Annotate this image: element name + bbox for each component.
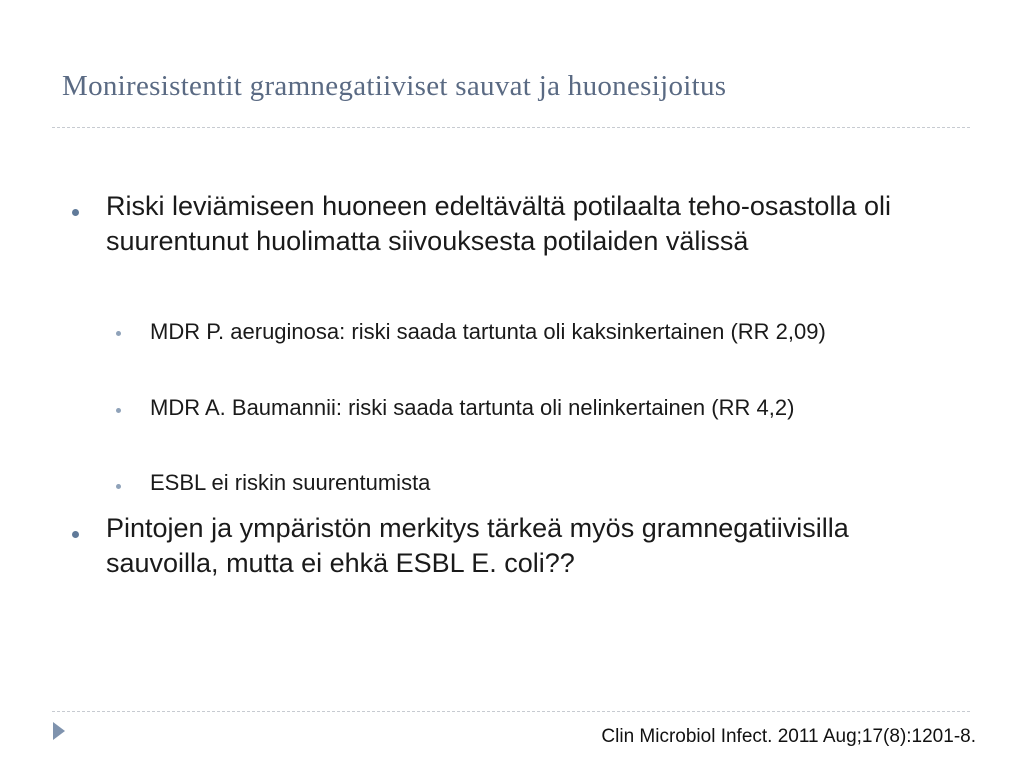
citation: Clin Microbiol Infect. 2011 Aug;17(8):1201-8. [601,726,976,747]
bullet-text: Pintojen ja ympäristön merkitys tärkeä myös gramnegatiivisilla sauvoilla, mutta ei ehkä ESBL E. coli?? [106,513,849,578]
subbullet-marker [116,484,121,489]
slide-title: Moniresistentit gramnegatiiviset sauvat ja huonesijoitus [62,70,727,102]
footer-divider [52,711,970,712]
subbullet-marker [116,331,121,336]
subbullet-marker [116,408,121,413]
title-divider [52,127,970,128]
subbullet-text: ESBL ei riskin suurentumista [150,470,431,495]
bullet-marker [72,531,79,538]
triangle-arrow-icon [52,721,66,741]
bullet-marker [72,209,79,216]
subbullet-text: MDR P. aeruginosa: riski saada tartunta oli kaksinkertainen (RR 2,09) [150,319,826,344]
bullet-text: Riski leviämiseen huoneen edeltävältä potilaalta teho-osastolla oli suurentunut huolimatta siivouksesta potilaiden välissä [106,191,891,256]
subbullet-text: MDR A. Baumannii: riski saada tartunta oli nelinkertainen (RR 4,2) [150,395,795,420]
